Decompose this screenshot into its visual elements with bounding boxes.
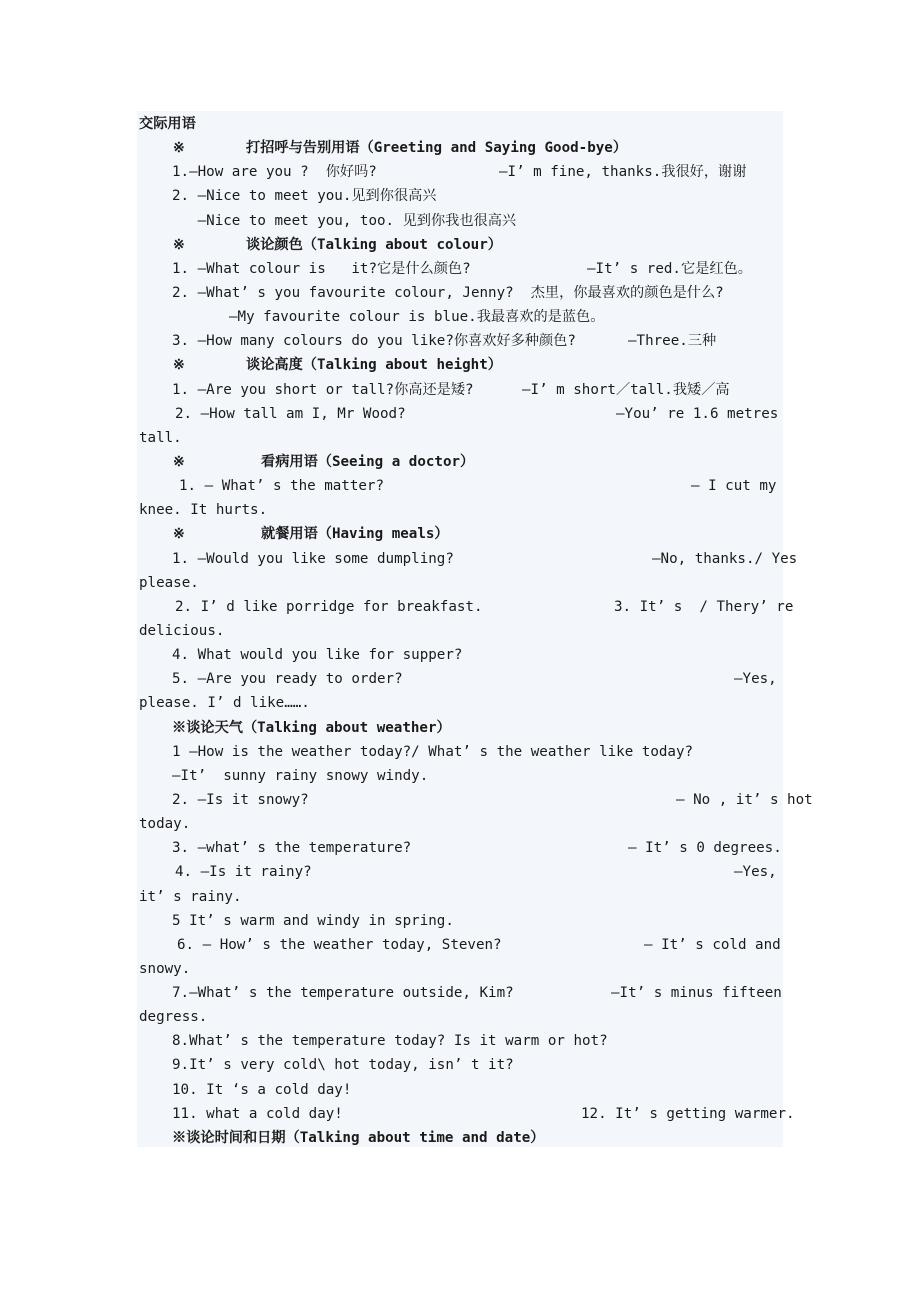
reference-mark: ※ <box>173 140 185 157</box>
dialogue-line: 7.—What’ s the temperature outside, Kim? —It’ s minus fifteen <box>172 985 782 1002</box>
dialogue-line: 1. —What colour is it?它是什么颜色? —It’ s red.它是红色。 <box>172 260 752 277</box>
dialogue-line: delicious. <box>139 622 225 639</box>
dialogue-line: 3. —How many colours do you like?你喜欢好多种颜色? —Three.三种 <box>172 333 717 350</box>
document-body <box>139 112 819 1150</box>
dialogue-line: 1. —Are you short or tall?你高还是矮? —I’ m short／tall.我矮／高 <box>172 381 730 398</box>
dialogue-line: it’ s rainy. <box>139 888 242 905</box>
dialogue-line: 6. — How’ s the weather today, Steven? — It’ s cold and <box>177 936 781 953</box>
dialogue-line: 1.—How are you ? 你好吗? —I’ m fine, thanks.我很好，谢谢 <box>172 164 747 181</box>
dialogue-line: —It’ sunny rainy snowy windy. <box>172 767 429 784</box>
section-heading-colour: ※ 谈论颜色（Talking about colour） <box>139 233 819 257</box>
dialogue-line: 2. —Is it snowy? — No , it’ s hot <box>172 791 813 808</box>
dialogue-line: 1. — What’ s the matter? — I cut my <box>179 478 777 495</box>
dialogue-line: 2. I’ d like porridge for breakfast. 3. It’ s / Thery’ re <box>175 598 794 615</box>
dialogue-line: tall. <box>139 429 182 446</box>
dialogue-line: 3. —what’ s the temperature? — It’ s 0 degrees. <box>172 840 782 857</box>
dialogue-line: degress. <box>139 1009 208 1026</box>
dialogue-line: 4. What would you like for supper? <box>172 647 463 664</box>
dialogue-line: 1. —Would you like some dumpling? —No, thanks./ Yes <box>172 550 798 567</box>
section-heading-meals: ※ 就餐用语（Having meals） <box>139 522 819 546</box>
dialogue-line: 4. —Is it rainy? —Yes, <box>175 864 777 881</box>
section-heading-greeting: ※ 打招呼与告别用语（Greeting and Saying Good-bye） <box>139 136 819 160</box>
reference-mark: ※ <box>173 236 185 253</box>
dialogue-line: 9.It’ s very cold\ hot today, isn’ t it? <box>172 1057 514 1074</box>
dialogue-line: 2. —Nice to meet you.见到你很高兴 <box>172 188 437 205</box>
dialogue-line: 1 —How is the weather today?/ What’ s the weather like today? <box>172 743 694 760</box>
dialogue-line: 8.What’ s the temperature today? Is it warm or hot? <box>172 1033 608 1050</box>
dialogue-line: snowy. <box>139 960 191 977</box>
section-heading-doctor: ※ 看病用语（Seeing a doctor） <box>139 450 819 474</box>
dialogue-line: 2. —What’ s you favourite colour, Jenny? 杰里，你最喜欢的颜色是什么? <box>172 284 724 301</box>
dialogue-line: —My favourite colour is blue.我最喜欢的是蓝色。 <box>229 309 605 326</box>
dialogue-line: 11. what a cold day! 12. It’ s getting warmer. <box>172 1105 795 1122</box>
section-heading-time: ※谈论时间和日期（Talking about time and date） <box>172 1129 545 1146</box>
dialogue-line: please. <box>139 574 199 591</box>
reference-mark: ※ <box>173 357 185 374</box>
dialogue-line: today. <box>139 816 191 833</box>
section-heading-weather: ※谈论天气（Talking about weather） <box>172 719 451 736</box>
dialogue-line: 5. —Are you ready to order? —Yes, <box>172 671 777 688</box>
dialogue-line: 2. —How tall am I, Mr Wood? —You’ re 1.6 metres <box>175 405 779 422</box>
page-title: 交际用语 <box>139 116 196 132</box>
dialogue-line: please. I’ d like……. <box>139 695 310 712</box>
dialogue-line: 5 It’ s warm and windy in spring. <box>172 912 454 929</box>
dialogue-line: —Nice to meet you, too. 见到你我也很高兴 <box>172 212 517 229</box>
reference-mark: ※ <box>173 526 185 543</box>
section-heading-height: ※ 谈论高度（Talking about height） <box>139 353 819 377</box>
dialogue-line: 10. It ‘s a cold day! <box>172 1081 352 1098</box>
dialogue-line: knee. It hurts. <box>139 502 268 519</box>
reference-mark: ※ <box>173 453 185 470</box>
